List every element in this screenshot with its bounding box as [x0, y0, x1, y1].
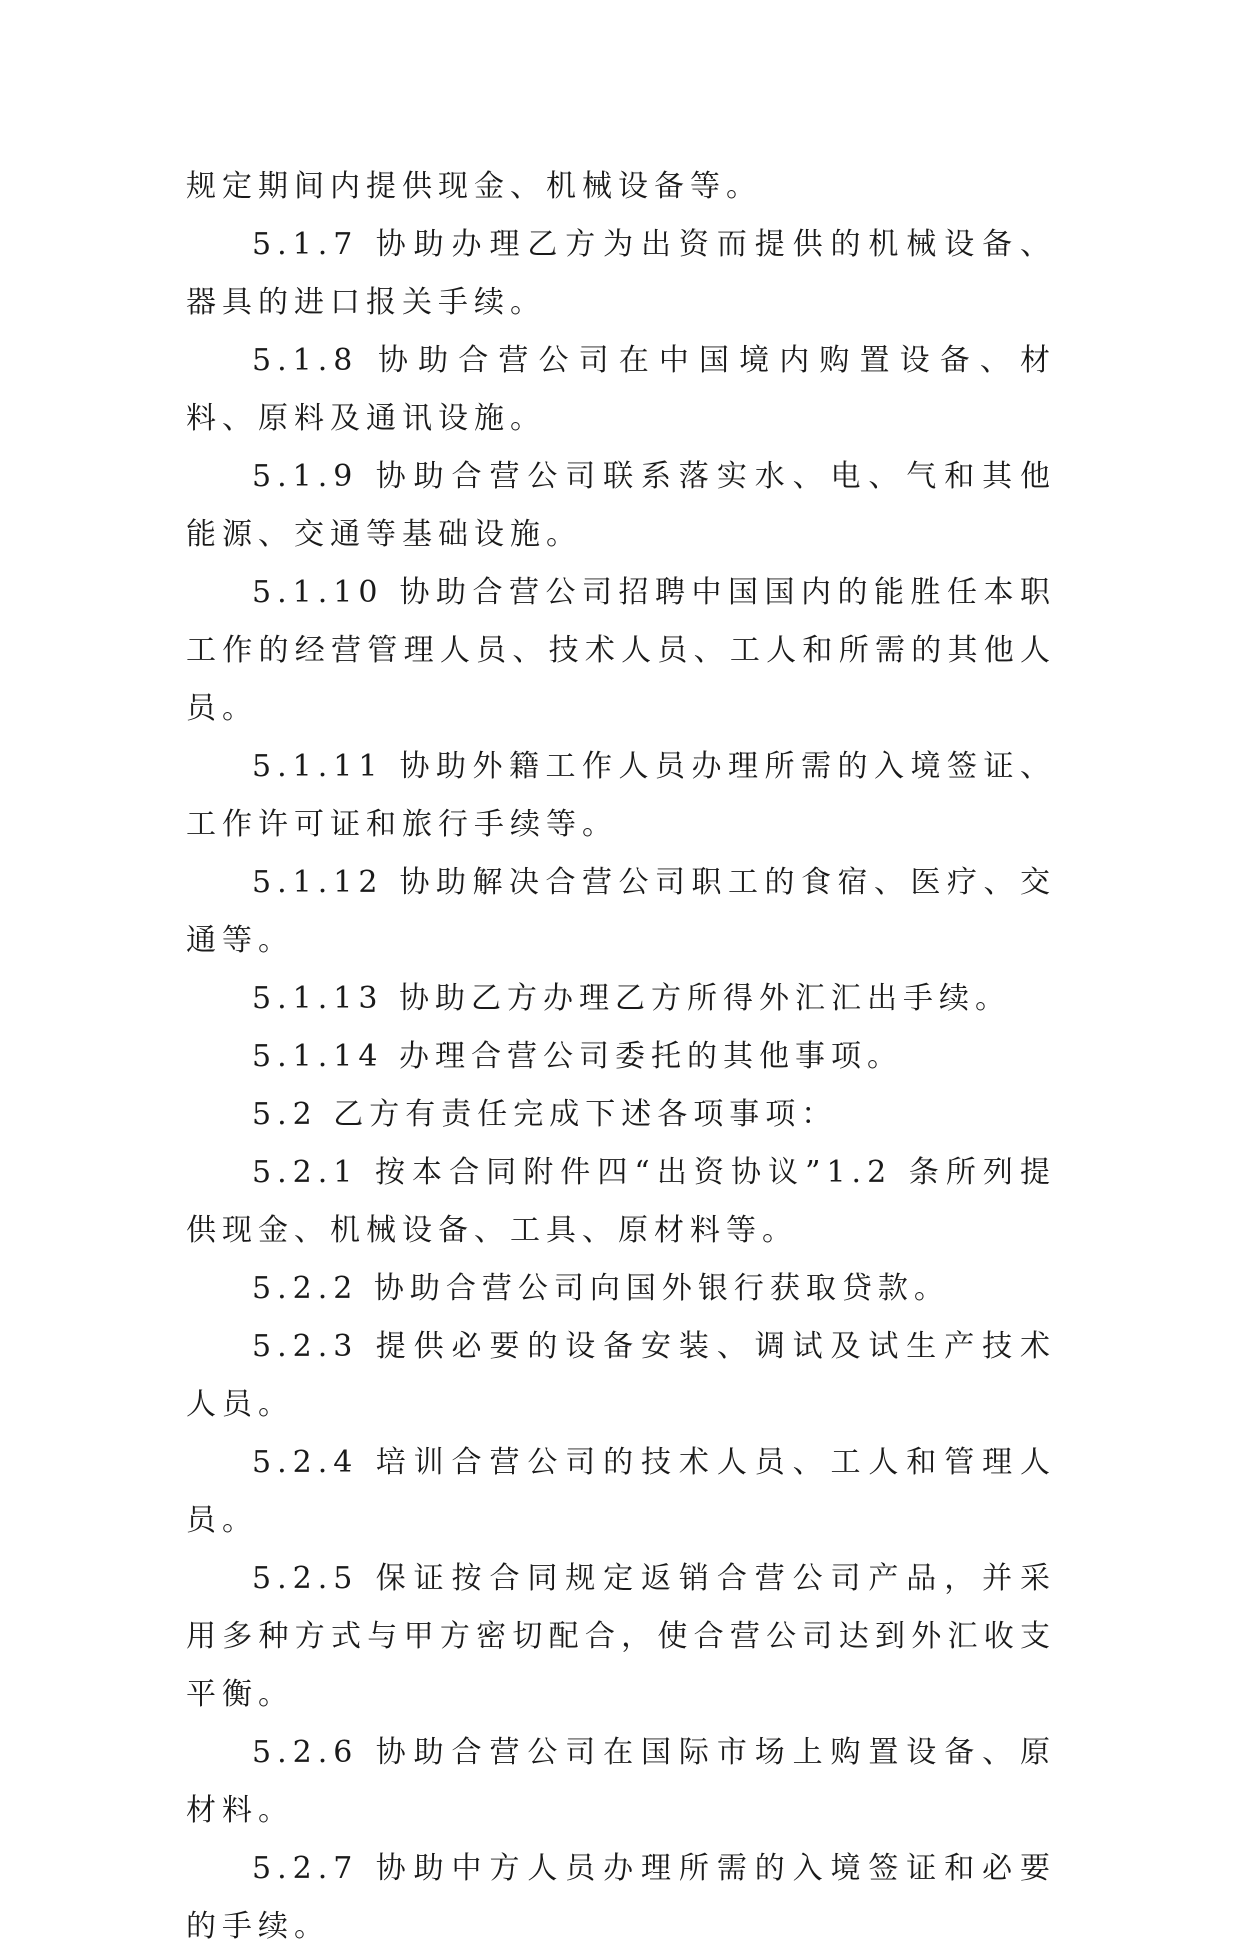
clause-5-1-11: 5.1.11 协助外籍工作人员办理所需的入境签证、工作许可证和旅行手续等。 [186, 749, 1056, 842]
clause-5-2-3: 5.2.3 提供必要的设备安装、调试及试生产技术人员。 [186, 1329, 1056, 1422]
clause-5-2-2: 5.2.2 协助合营公司向国外银行获取贷款。 [252, 1271, 950, 1306]
clause-5-1-14: 5.1.14 办理合营公司委托的其他事项。 [252, 1039, 903, 1074]
clause-5-2-5: 5.2.5 保证按合同规定返销合营公司产品，并采用多种方式与甲方密切配合，使合营公司达到外汇收支平衡。 [186, 1561, 1056, 1712]
clause-5-2-7: 5.2.7 协助中方人员办理所需的入境签证和必要的手续。 [186, 1851, 1056, 1944]
document-body [186, 158, 1056, 1956]
clause-5-1-8: 5.1.8 协助合营公司在中国境内购置设备、材料、原料及通讯设施。 [186, 343, 1056, 436]
clause-5-1-7: 5.1.7 协助办理乙方为出资而提供的机械设备、器具的进口报关手续。 [186, 227, 1056, 320]
clause-5-1-10: 5.1.10 协助合营公司招聘中国国内的能胜任本职工作的经营管理人员、技术人员、工人和所需的其他人员。 [186, 575, 1056, 726]
clause-5-1-9: 5.1.9 协助合营公司联系落实水、电、气和其他能源、交通等基础设施。 [186, 459, 1056, 552]
clause-5-2-6: 5.2.6 协助合营公司在国际市场上购置设备、原材料。 [186, 1735, 1056, 1828]
paragraph-continuation: 规定期间内提供现金、机械设备等。 [186, 169, 762, 204]
clause-5-2-4: 5.2.4 培训合营公司的技术人员、工人和管理人员。 [186, 1445, 1056, 1538]
clause-5-1-13: 5.1.13 协助乙方办理乙方所得外汇汇出手续。 [252, 981, 1011, 1016]
clause-5-2-1: 5.2.1 按本合同附件四“出资协议”1.2 条所列提供现金、机械设备、工具、原材料等。 [186, 1155, 1056, 1248]
section-5-2-heading: 5.2 乙方有责任完成下述各项事项： [252, 1097, 838, 1132]
clause-5-1-12: 5.1.12 协助解决合营公司职工的食宿、医疗、交通等。 [186, 865, 1056, 958]
